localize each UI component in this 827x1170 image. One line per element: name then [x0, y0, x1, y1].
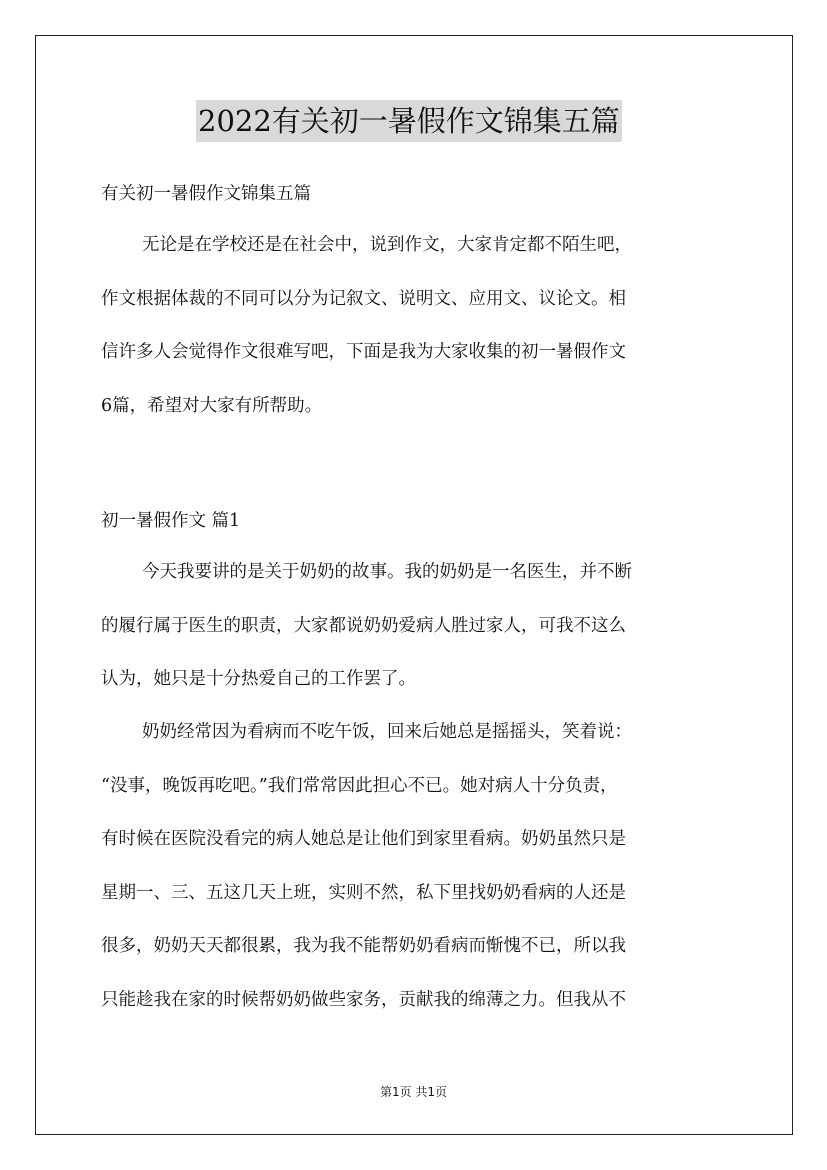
document-title: 2022有关初一暑假作文锦集五篇: [196, 100, 622, 142]
text-line: 今天我要讲的是关于奶奶的故事。我的奶奶是一名医生，并不断: [142, 562, 632, 582]
text-line: 无论是在学校还是在社会中，说到作文，大家肯定都不陌生吧，: [142, 235, 632, 255]
section-heading: 初一暑假作文 篇1: [101, 511, 241, 531]
text-line: 奶奶经常因为看病而不吃午饭，回来后她总是摇摇头，笑着说：: [142, 722, 632, 742]
text-line: 作文根据体裁的不同可以分为记叙文、说明文、应用文、议论文。相: [101, 288, 626, 309]
text-line: “没事，晚饭再吃吧。”我们常常因此担心不已。她对病人十分负责，: [101, 775, 618, 796]
text-line: 的履行属于医生的职责，大家都说奶奶爱病人胜过家人，可我不这么: [101, 615, 626, 636]
text-line: 信许多人会觉得作文很难写吧，下面是我为大家收集的初一暑假作文: [101, 342, 626, 362]
document-subtitle: 有关初一暑假作文锦集五篇: [101, 184, 311, 204]
text-line: 认为，她只是十分热爱自己的工作罢了。: [101, 669, 416, 689]
text-line: 6篇，希望对大家有所帮助。: [101, 395, 323, 416]
text-line: 很多，奶奶天天都很累，我为我不能帮奶奶看病而惭愧不已，所以我: [101, 936, 626, 956]
intro-paragraph: [101, 219, 741, 433]
body-paragraph-1: [101, 546, 741, 707]
text-line: 星期一、三、五这几天上班，实则不然，私下里找奶奶看病的人还是: [101, 882, 626, 903]
page-footer: 第1页 共1页: [379, 1085, 448, 1099]
text-line: 有时候在医院没看完的病人她总是让他们到家里看病。奶奶虽然只是: [101, 829, 626, 849]
text-line: 只能趁我在家的时候帮奶奶做些家务，贡献我的绵薄之力。但我从不: [101, 989, 626, 1010]
body-paragraph-2: [101, 706, 741, 1027]
